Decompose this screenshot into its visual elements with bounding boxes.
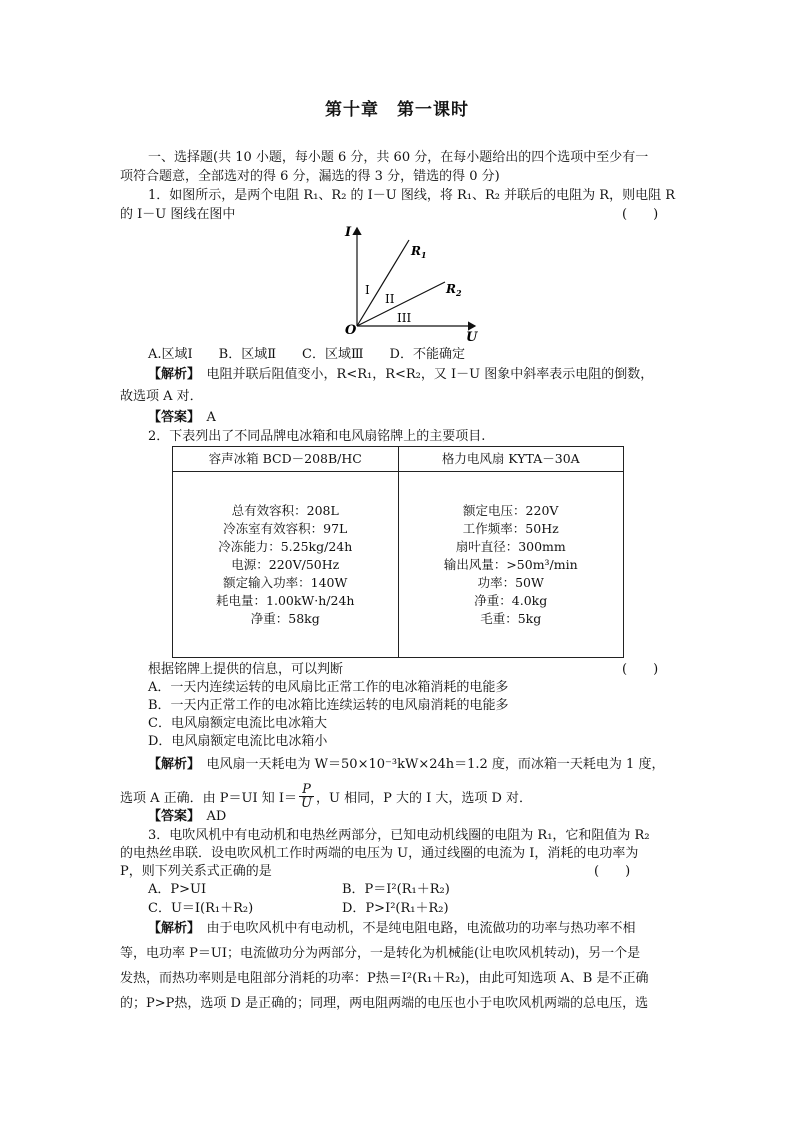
fan-spec-item: 净重：4.0kg [474,593,548,608]
x-axis-label: U [466,330,478,344]
q2-option-c: C．电风扇额定电流比电冰箱大 [148,716,327,731]
answer-value: A [206,410,216,425]
r1-label: $R_1$ [411,244,427,260]
section-instructions-line2: 项符合题意，全部选对的得 6 分，漏选的得 3 分，错选的得 0 分) [120,169,500,184]
analysis-text: 电阻并联后阻值变小，R<R₁，R<R₂，又 I－U 图象中斜率表示电阻的倒数， [206,367,654,382]
fan-spec-item: 工作频率：50Hz [462,521,559,536]
region-1-label: I [365,283,370,297]
answer-tag: 【答案】 [148,410,194,425]
fridge-spec-item: 总有效容积：208L [231,503,339,518]
analysis-text: 选项 A 正确．由 P＝UI 知 I＝ [120,791,298,806]
fraction-numerator: P [299,783,314,797]
q2-stem: 2．下表列出了不同品牌电冰箱和电风扇铭牌上的主要项目. [148,429,486,444]
q3-stem-line2: 的电热丝串联．设电吹风机工作时两端的电压为 U，通过线圈的电流为 I，消耗的电功率为 [120,846,639,861]
answer-value: AD [206,809,227,824]
q3-stem-line3: P，则下列关系式正确的是 [120,864,272,879]
origin-label: O [345,323,357,338]
q1-answer-bracket: ( ) [622,207,659,222]
q1-analysis-line2: 故选项 A 对． [120,389,203,404]
q1-stem-line1: 1．如图所示，是两个电阻 R₁、R₂ 的 I－U 图线，将 R₁、R₂ 并联后的电阻为 R，则电阻 R [148,188,675,203]
q2-analysis-line1 [148,756,664,774]
q1-answer [148,409,216,427]
fan-spec-item: 毛重：5kg [480,611,542,626]
region-3-label: III [397,311,412,325]
q3-option-a: A．P>UI [148,882,207,897]
region-2-label: II [385,292,395,306]
fridge-spec-item: 电源：220V/50Hz [231,557,340,572]
q3-option-b: B．P＝I²(R₁＋R₂) [342,882,450,897]
q3-analysis-line3: 发热，而热功率则是电阻部分消耗的功率：P热＝I²(R₁＋R₂)，由此可知选项 A、B 是不正确 [120,971,649,986]
q1-iu-graph [335,222,485,344]
analysis-tag: 【解析】 [148,921,194,936]
r2-label: $R_2$ [446,282,462,298]
q1-analysis-line1 [148,366,653,384]
q3-analysis-line2: 等，电功率 P＝UI；电流做功分为两部分，一是转化为机械能(让电吹风机转动)，另一个是 [120,946,641,961]
fraction-denominator: U [301,796,312,811]
analysis-text: ，U 相同，P 大的 I 大，选项 D 对． [316,791,533,806]
q3-option-c: C．U＝I(R₁＋R₂) [148,901,254,916]
q3-option-d: D．P>I²(R₁＋R₂) [342,901,449,916]
fan-spec-item: 额定电压：220V [463,503,559,518]
q3-analysis-line4: 的；P>P热，选项 D 是正确的；同理，两电阻两端的电压也小于电吹风机两端的总电压，选 [120,996,649,1011]
fridge-specs [173,472,399,658]
fraction [299,783,314,810]
fan-spec-item: 扇叶直径：300mm [455,539,566,554]
page-title: 第十章 第一课时 [325,100,469,120]
q2-prompt: 根据铭牌上提供的信息，可以判断 [148,662,344,677]
section-instructions-line1: 一、选择题(共 10 小题，每小题 6 分，共 60 分，在每小题给出的四个选项中至少有一 [148,150,649,165]
q1-options: A.区域Ⅰ B．区域Ⅱ C．区域Ⅲ D．不能确定 [148,347,465,362]
fan-spec-item: 功率：50W [477,575,544,590]
fan-spec-item: 输出风量：>50m³/min [443,557,578,572]
fridge-spec-item: 耗电量：1.00kW·h/24h [216,593,355,608]
fridge-spec-item: 额定输入功率：140W [223,575,348,590]
fridge-spec-item: 冷冻能力：5.25kg/24h [218,539,353,554]
fan-header: 格力电风扇 KYTA－30A [398,447,624,472]
y-axis-label: I [345,225,352,240]
q2-option-b: B．一天内正常工作的电冰箱比连续运转的电风扇消耗的电能多 [148,698,509,713]
analysis-text: 由于电吹风机中有电动机，不是纯电阻电路，电流做功的功率与热功率不相 [206,921,636,936]
q2-option-a: A．一天内连续运转的电风扇比正常工作的电冰箱消耗的电能多 [148,680,509,695]
fridge-spec-item: 冷冻室有效容积：97L [223,521,348,536]
q2-option-d: D．电风扇额定电流比电冰箱小 [148,734,328,749]
q3-stem-line1: 3．电吹风机中有电动机和电热丝两部分，已知电动机线圈的电阻为 R₁，它和阻值为 R₂ [148,828,650,843]
nameplate-table [172,446,624,658]
q1-stem-line2: 的 I－U 图线在图中 [120,207,236,222]
q2-answer-bracket: ( ) [622,662,659,677]
analysis-tag: 【解析】 [148,367,194,382]
analysis-tag: 【解析】 [148,757,194,772]
answer-tag: 【答案】 [148,809,194,824]
q3-analysis-line1 [148,920,636,938]
q3-answer-bracket: ( ) [594,864,631,879]
analysis-text: 电风扇一天耗电为 W＝50×10⁻³kW×24h＝1.2 度，而冰箱一天耗电为 1 度， [206,757,665,772]
q2-answer [148,808,226,826]
fridge-header: 容声冰箱 BCD－208B/HC [173,447,399,472]
fridge-spec-item: 净重：58kg [250,611,320,626]
fan-specs [398,472,624,658]
